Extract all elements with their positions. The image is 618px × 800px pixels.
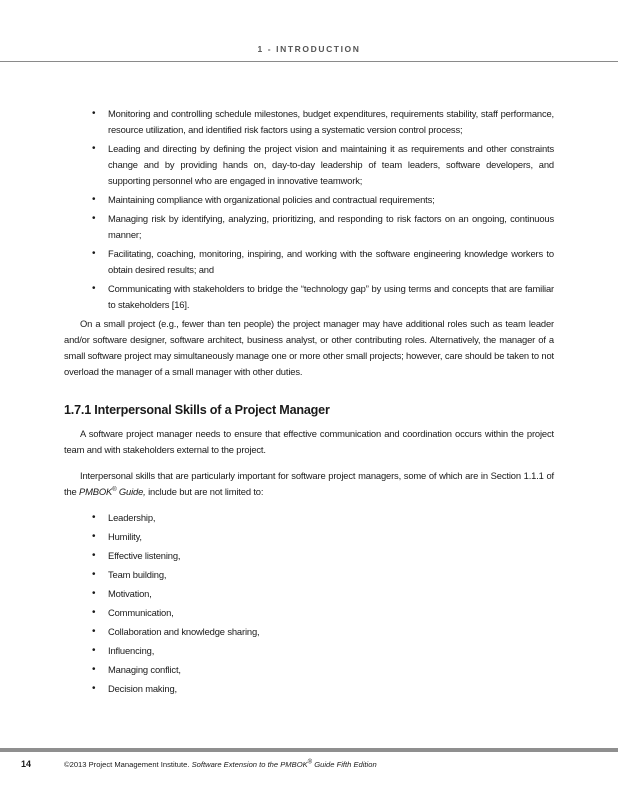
bullet-icon: • bbox=[92, 248, 96, 259]
list-item: • Effective listening, bbox=[64, 548, 554, 564]
pmbok-guide-title: PMBOK® Guide, bbox=[79, 486, 146, 497]
book-title: Software Extension to the PMBOK® Guide Fifth Edition bbox=[191, 759, 377, 769]
list-item: • Humility, bbox=[64, 529, 554, 545]
list-item: • Communication, bbox=[64, 605, 554, 621]
bullet-icon: • bbox=[92, 550, 96, 561]
bullet-icon: • bbox=[92, 588, 96, 599]
bullet-icon: • bbox=[92, 664, 96, 675]
bullet-icon: • bbox=[92, 283, 96, 294]
bullet-icon: • bbox=[92, 512, 96, 523]
list-item: • Leading and directing by defining the project vision and maintaining it as requirements and other constraints change and by providing hands on, day-to-day leadership of team leaders, software developers, and supporting personnel who are engaged in innovative teamwork; bbox=[92, 143, 554, 186]
running-head: 1 - INTRODUCTION bbox=[257, 44, 361, 54]
header-divider bbox=[0, 61, 618, 62]
footer-copyright: ©2013 Project Management Institute. Software Extension to the PMBOK® Guide Fifth Edition bbox=[64, 759, 377, 769]
section-paragraph-1: A software project manager needs to ensure that effective communication and coordination occurs within the project team and with stakeholders external to the project. bbox=[64, 428, 554, 455]
list-item: • Influencing, bbox=[64, 643, 554, 659]
footer-divider bbox=[0, 748, 618, 752]
list-item: • Team building, bbox=[64, 567, 554, 583]
list-item: • Communicating with stakeholders to bridge the “technology gap” by using terms and concepts that are familiar to stakeholders [16]. bbox=[92, 283, 554, 310]
list-item: • Maintaining compliance with organizational policies and contractual requirements; bbox=[64, 192, 554, 208]
section-paragraph-2: Interpersonal skills that are particularly important for software project managers, some of which are in Section 1.1.1 of the PMBOK® Guide, include but are not limited to: bbox=[64, 470, 554, 497]
responsibilities-list bbox=[64, 106, 554, 313]
bullet-icon: • bbox=[92, 143, 96, 154]
bullet-icon: • bbox=[92, 194, 96, 205]
bullet-icon: • bbox=[92, 531, 96, 542]
bullet-icon: • bbox=[92, 607, 96, 618]
bullet-icon: • bbox=[92, 626, 96, 637]
list-item: • Managing conflict, bbox=[64, 662, 554, 678]
list-item: • Managing risk by identifying, analyzing, prioritizing, and responding to risk factors on an ongoing, continuous manner; bbox=[92, 213, 554, 240]
bullet-icon: • bbox=[92, 645, 96, 656]
list-item: • Collaboration and knowledge sharing, bbox=[64, 624, 554, 640]
bullet-icon: • bbox=[92, 213, 96, 224]
list-item: • Decision making, bbox=[64, 681, 554, 697]
small-project-paragraph: On a small project (e.g., fewer than ten people) the project manager may have additional roles such as team leader and/or software designer, software architect, business analyst, or other contributing roles. Alternatively, the manager of a small software project may simultaneously manage one or more other small projects; however, care should be taken to not overload the manager of a small manager with other duties. bbox=[64, 318, 554, 377]
bullet-icon: • bbox=[92, 683, 96, 694]
page-content bbox=[64, 106, 554, 700]
page-number: 14 bbox=[21, 759, 32, 769]
list-item: • Facilitating, coaching, monitoring, inspiring, and working with the software engineering knowledge workers to obtain desired results; and bbox=[92, 248, 554, 275]
list-item: • Monitoring and controlling schedule milestones, budget expenditures, requirements stability, staff performance, resource utilization, and identified risk factors using a systematic version control process; bbox=[92, 108, 554, 135]
skills-list bbox=[64, 510, 554, 697]
list-item: • Leadership, bbox=[64, 510, 554, 526]
section-heading: 1.7.1 Interpersonal Skills of a Project Manager bbox=[64, 403, 330, 417]
bullet-icon: • bbox=[92, 569, 96, 580]
bullet-icon: • bbox=[92, 108, 96, 119]
list-item: • Motivation, bbox=[64, 586, 554, 602]
